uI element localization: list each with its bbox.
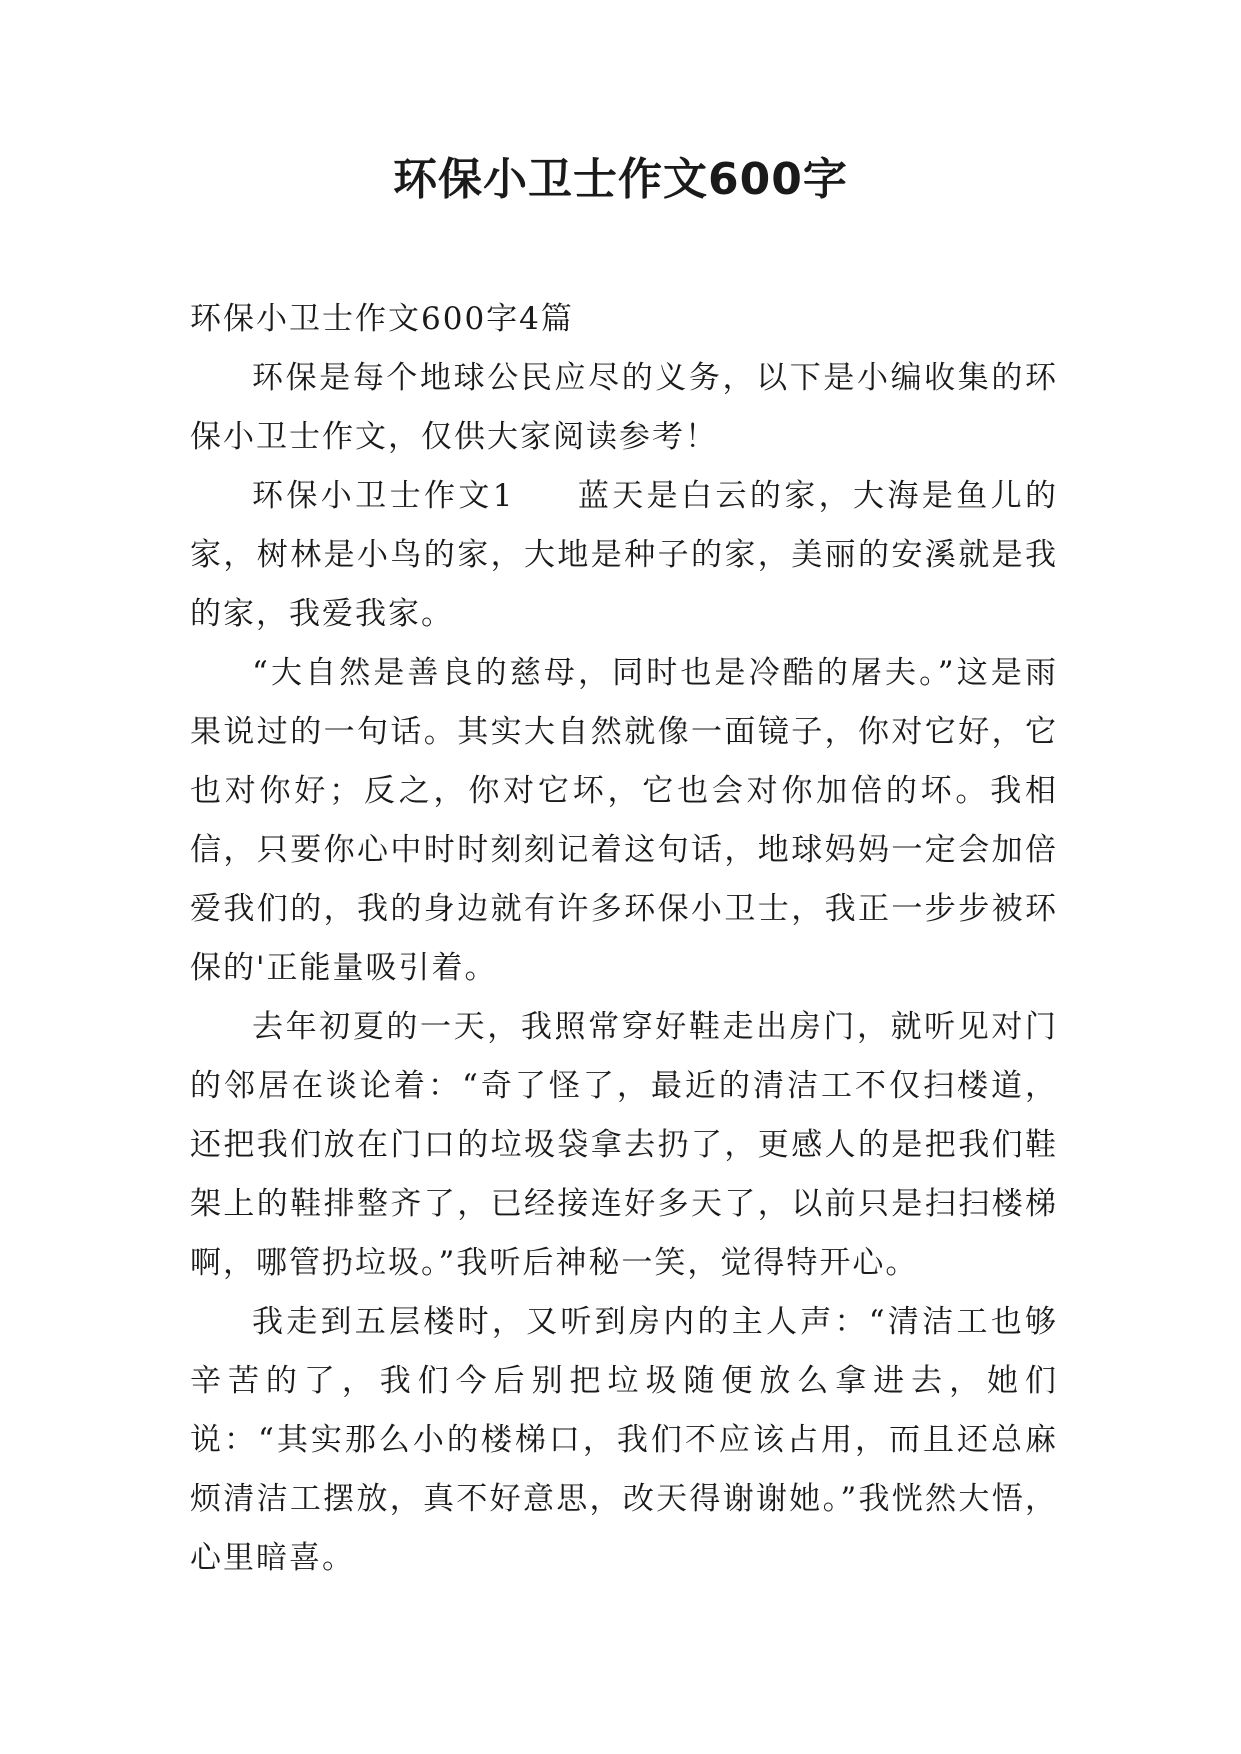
body-paragraph-quote: “大自然是善良的慈母，同时也是冷酷的屠夫。”这是雨果说过的一句话。其实大自然就像一面镜子，你对它好，它也对你好；反之，你对它坏，它也会对你加倍的坏。我相信，只要你心中时时刻刻记着这句话，地球妈妈一定会加倍爱我们的，我的身边就有许多环保小卫士，我正一步步被环保的'正能量吸引着。 — [190, 655, 1058, 986]
section1-paragraph — [190, 467, 1058, 644]
document-body — [190, 290, 1058, 1588]
document-title: 环保小卫士作文600字 — [393, 154, 848, 205]
section1-heading: 环保小卫士作文1 — [252, 478, 515, 514]
body-paragraph-fifth-floor: 我走到五层楼时，又听到房内的主人声：“清洁工也够辛苦的了，我们今后别把垃圾随便放么拿进去，她们说：“其实那么小的楼梯口，我们不应该占用，而且还总麻烦清洁工摆放，真不好意思，改天得谢谢她。”我恍然大悟，心里暗喜。 — [190, 1304, 1058, 1576]
document-subtitle: 环保小卫士作文600字4篇 — [190, 301, 574, 337]
intro-paragraph: 环保是每个地球公民应尽的义务，以下是小编收集的环保小卫士作文，仅供大家阅读参考！ — [190, 360, 1058, 455]
body-paragraph-neighbors: 去年初夏的一天，我照常穿好鞋走出房门，就听见对门的邻居在谈论着：“奇了怪了，最近的清洁工不仅扫楼道，还把我们放在门口的垃圾袋拿去扔了，更感人的是把我们鞋架上的鞋排整齐了，已经接连好多天了，以前只是扫扫楼梯啊，哪管扔垃圾。”我听后神秘一笑，觉得特开心。 — [190, 1009, 1058, 1281]
section1-lead: 蓝天是白云的家，大海是鱼儿的家，树林是小鸟的家，大地是种子的家，美丽的安溪就是我的家，我爱我家。 — [190, 478, 1058, 632]
